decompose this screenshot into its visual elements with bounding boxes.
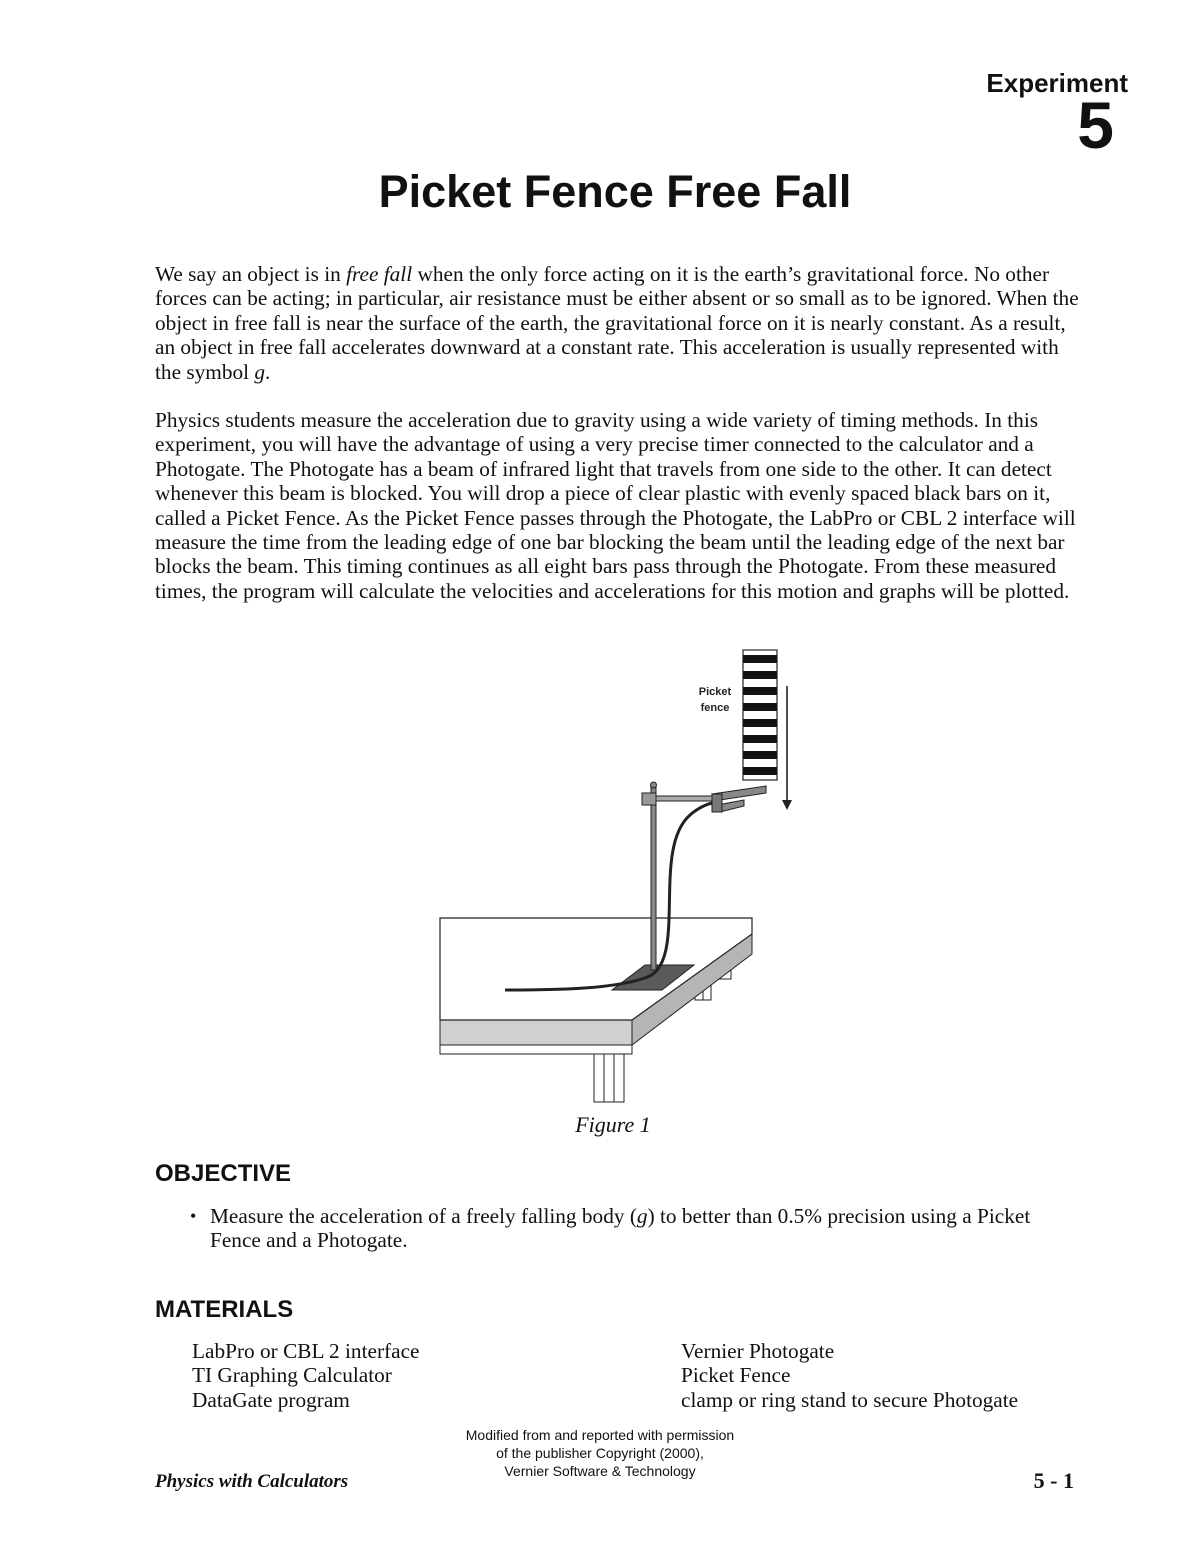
experiment-number: 5 (1077, 88, 1114, 162)
intro-text: . (265, 359, 271, 384)
clamp (642, 793, 656, 805)
figure-caption: Figure 1 (575, 1112, 651, 1137)
g-symbol: g (254, 359, 266, 384)
objective-list (190, 1204, 1070, 1252)
list-item: Picket Fence (681, 1363, 791, 1388)
table-front-leg (594, 1052, 624, 1102)
g-symbol: g (636, 1204, 648, 1228)
intro-paragraph-2: Physics students measure the acceleration due to gravity using a wide variety of timing methods. In this experiment, you will have the advantage of using a very precise timer connected to the calculator and a Photogate. The Photogate has a beam of infrared light that travels from one side to the other. It can detect whenever this beam is blocked. You will drop a piece of clear plastic with evenly spaced black bars on it, called a Picket Fence. As the Picket Fence passes through the Photogate, the LabPro or CBL 2 interface will measure the time from the leading edge of one bar blocking the beam until the leading edge of the next bar blocks the beam. This timing continues as all eight bars pass through the Photogate. From these measured times, the program will calculate the velocities and accelerations for this motion and graphs will be plotted. (155, 408, 1076, 603)
intro-paragraph-1 (155, 262, 1085, 384)
fall-direction-arrow (782, 686, 792, 810)
table-front-edge (440, 1020, 632, 1045)
list-item: TI Graphing Calculator (192, 1363, 392, 1388)
experiment-label: Experiment (986, 68, 1128, 98)
credit-line: of the publisher Copyright (2000), (496, 1445, 704, 1461)
copyright-credit (350, 1426, 850, 1480)
intro-text: when the only force acting on it is the earth’s gravitational force. No other forces can be acting; in particular, air resistance must be either absent or so small as to be ignored. When the object in free fall is near the surface of the earth, the gravitational force on it is nearly constant. As a result, an object in free fall accelerates downward at a constant rate. This acceleration is usually represented with the symbol (155, 262, 1079, 384)
objective-text: ) to better than 0.5% precision using a Picket Fence and a Photogate. (210, 1204, 1031, 1252)
materials-heading: MATERIALS (155, 1296, 294, 1323)
list-item: LabPro or CBL 2 interface (192, 1339, 420, 1363)
list-item: DataGate program (192, 1387, 350, 1412)
materials-list-right (681, 1339, 1018, 1412)
credit-line: Modified from and reported with permission (465, 1427, 735, 1443)
table-front-apron (440, 1045, 632, 1054)
clamp-arm (656, 796, 716, 801)
intro-text: We say an object is in (155, 262, 347, 286)
picket-fence-label-line1: Picket (698, 686, 732, 698)
stand-rod (651, 785, 656, 970)
rod-top (651, 782, 657, 788)
objective-text: Measure the acceleration of a freely falling body ( (210, 1204, 637, 1228)
photogate (712, 786, 766, 812)
list-item: clamp or ring stand to secure Photogate (681, 1387, 1019, 1412)
list-item (190, 1204, 1070, 1252)
list-item: Vernier Photogate (681, 1339, 835, 1363)
objective-heading: OBJECTIVE (155, 1160, 292, 1187)
picket-fence-label-line2: fence (700, 702, 730, 714)
footer-book-title: Physics with Calculators (155, 1471, 349, 1492)
figure-1-illustration (430, 645, 810, 1115)
page-title: Picket Fence Free Fall (378, 166, 852, 217)
picket-fence (743, 650, 777, 780)
page-number: 5 - 1 (1033, 1468, 1074, 1493)
credit-line: Vernier Software & Technology (504, 1463, 696, 1479)
materials-list-left (192, 1339, 420, 1412)
free-fall-term: free fall (346, 262, 413, 286)
